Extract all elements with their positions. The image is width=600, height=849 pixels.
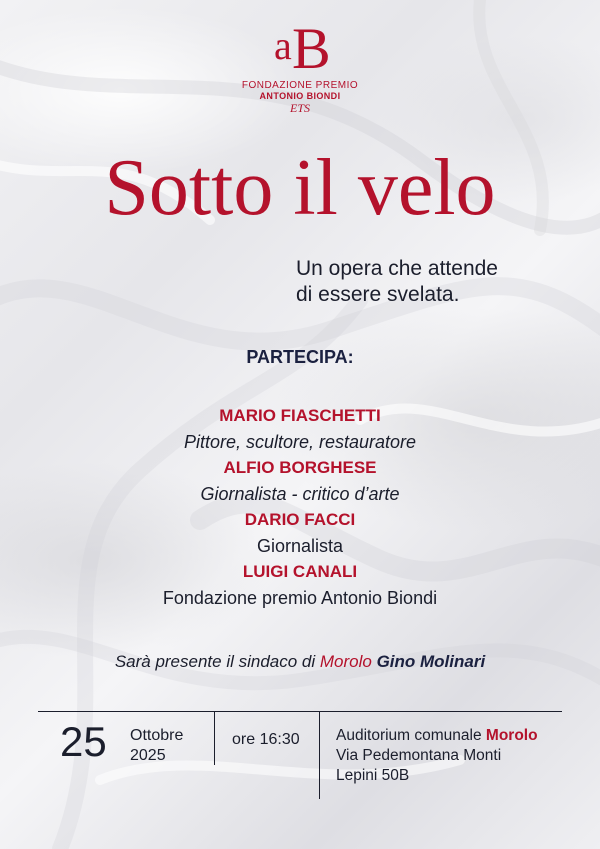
- event-subtitle: [296, 256, 498, 308]
- participant-role: Giornalista - critico d’arte: [200, 484, 400, 504]
- mayor-presence-line: [0, 652, 600, 672]
- subtitle-line-1: Un opera che attende: [296, 257, 498, 280]
- participant-name: ALFIO BORGHESE: [223, 458, 377, 477]
- participant-name: MARIO FIASCHETTI: [219, 406, 381, 425]
- logo-line-foundation: FONDAZIONE PREMIO: [241, 80, 359, 91]
- participant-role: Giornalista: [256, 536, 344, 556]
- participants-heading: PARTECIPA:: [246, 347, 354, 367]
- event-year: 2025: [130, 747, 166, 764]
- logo-line-name: ANTONIO BIONDI: [259, 91, 341, 101]
- participant-role: Fondazione premio Antonio Biondi: [162, 588, 438, 608]
- event-month: Ottobre: [130, 727, 184, 744]
- subtitle-line-2: di essere svelata.: [296, 283, 460, 306]
- event-title: Sotto il velo: [104, 144, 496, 232]
- participant-name: DARIO FACCI: [244, 510, 356, 529]
- venue-address-line-2: Lepini 50B: [336, 767, 410, 784]
- event-time: ore 16:30: [232, 731, 300, 748]
- logo-monogram: a B: [274, 16, 331, 81]
- participant-name: LUIGI CANALI: [242, 562, 358, 581]
- venue-name: [336, 726, 538, 746]
- info-divider-vertical: [214, 711, 215, 765]
- venue-town: Morolo: [485, 727, 538, 744]
- venue-address-line-1: Via Pedemontana Monti: [336, 747, 502, 764]
- event-venue: [336, 726, 538, 786]
- info-divider-horizontal: [38, 711, 562, 712]
- mayor-name: Gino Molinari: [376, 652, 486, 671]
- event-month-year: [130, 726, 183, 766]
- mayor-town: Morolo: [319, 652, 372, 671]
- mayor-line-prefix: Sarà presente il sindaco di: [114, 652, 320, 671]
- logo-line-ets: ETS: [289, 101, 310, 115]
- participant-role: Pittore, scultore, restauratore: [183, 432, 417, 452]
- venue-prefix: Auditorium comunale: [336, 727, 486, 744]
- event-day: 25: [60, 718, 107, 765]
- info-divider-vertical: [319, 711, 320, 799]
- foundation-logo: [0, 16, 600, 116]
- participants-list: [0, 403, 600, 611]
